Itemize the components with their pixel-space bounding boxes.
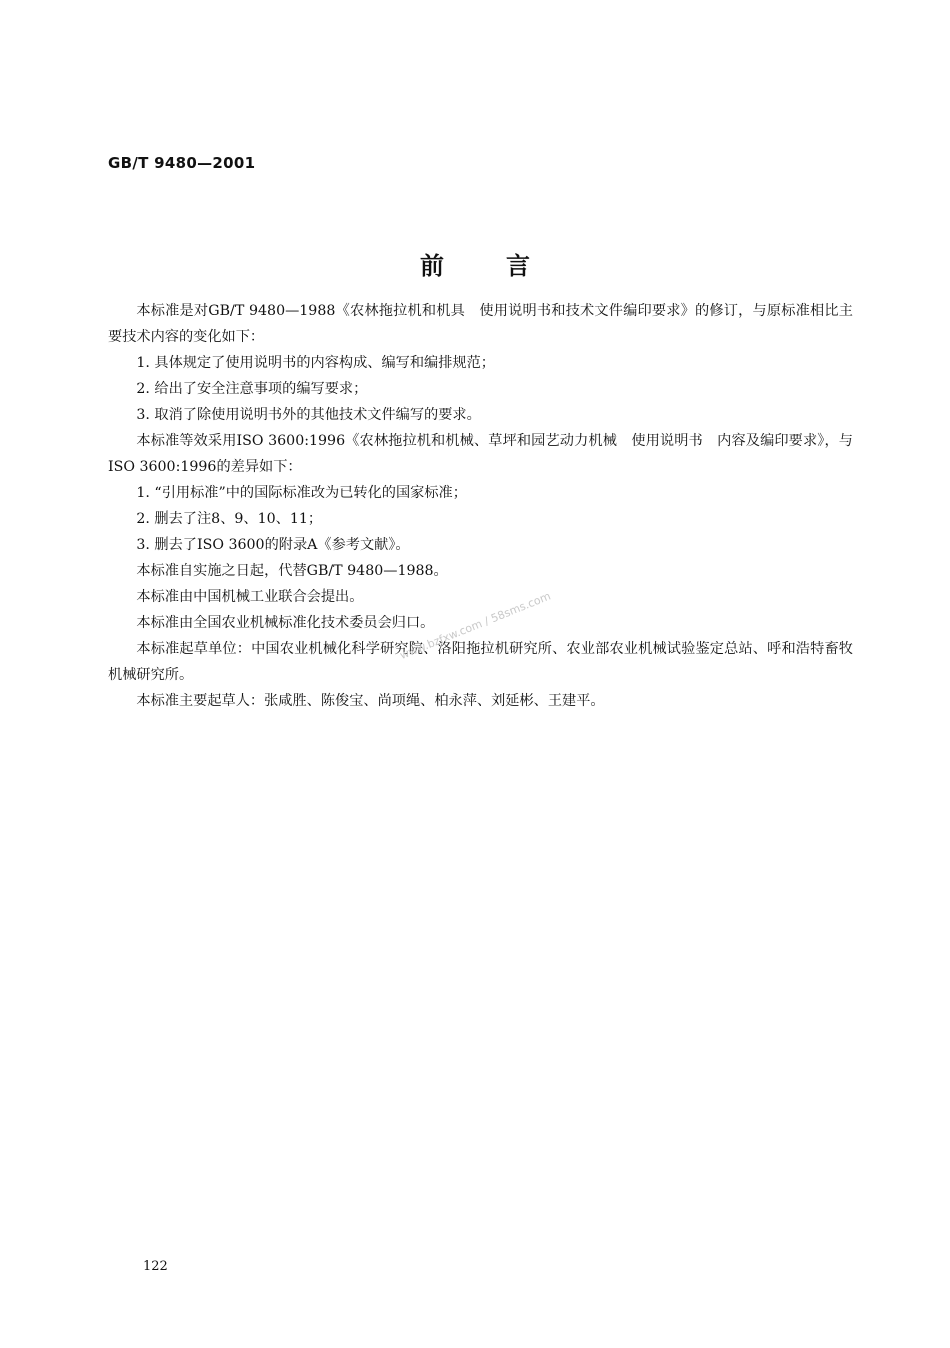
watermark: www.bzfxw.com / 58sms.com xyxy=(398,589,553,663)
paragraph-replaces: 本标准自实施之日起，代替GB/T 9480—1988。 xyxy=(136,563,448,579)
standard-code: GB/T 9480—2001 xyxy=(108,154,256,172)
page-number: 122 xyxy=(143,1259,168,1274)
body-text xyxy=(108,298,853,714)
list-item: 1. 具体规定了使用说明书的内容构成、编写和编排规范； xyxy=(136,355,495,371)
page-title: 前言 xyxy=(420,252,592,280)
list-item: 3. 取消了除使用说明书外的其他技术文件编写的要求。 xyxy=(136,407,481,423)
paragraph-proposed-by: 本标准由中国机械工业联合会提出。 xyxy=(136,589,364,605)
paragraph-drafters: 本标准主要起草人：张咸胜、陈俊宝、尚项绳、柏永萍、刘延彬、王建平。 xyxy=(136,693,605,709)
paragraph-intro: 本标准是对GB/T 9480—1988《农林拖拉机和机具 使用说明书和技术文件编印要求》的修订，与原标准相比主要技术内容的变化如下： xyxy=(108,303,853,345)
paragraph-iso: 本标准等效采用ISO 3600:1996《农林拖拉机和机械、草坪和园艺动力机械 使用说明书 内容及编印要求》，与ISO 3600:1996的差异如下： xyxy=(108,433,853,475)
list-item: 3. 删去了ISO 3600的附录A《参考文献》。 xyxy=(136,537,410,553)
list-item: 2. 删去了注8、9、10、11； xyxy=(136,511,323,527)
paragraph-centralized-by: 本标准由全国农业机械标准化技术委员会归口。 xyxy=(136,615,435,631)
list-item: 1. “引用标准”中的国际标准改为已转化的国家标准； xyxy=(136,485,467,501)
list-item: 2. 给出了安全注意事项的编写要求； xyxy=(136,381,368,397)
paragraph-drafting-units: 本标准起草单位：中国农业机械化科学研究院、洛阳拖拉机研究所、农业部农业机械试验鉴定总站、呼和浩特畜牧机械研究所。 xyxy=(108,641,853,683)
